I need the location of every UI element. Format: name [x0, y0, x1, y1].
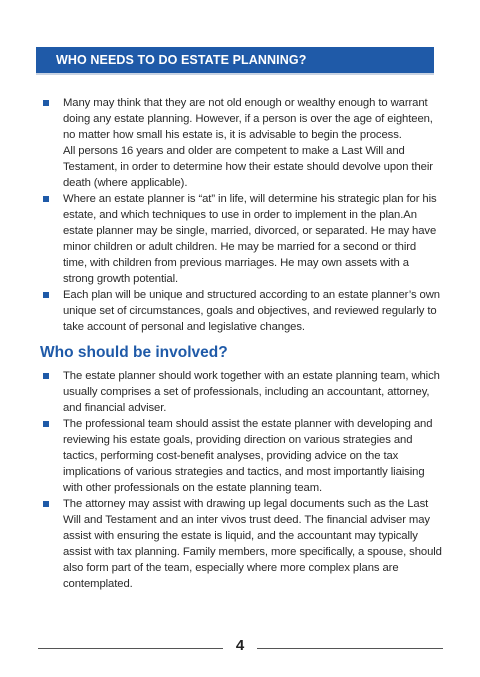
square-bullet-icon: [43, 196, 49, 202]
list-item: [40, 496, 442, 592]
section-heading: Who should be involved?: [40, 344, 228, 361]
square-bullet-icon: [43, 501, 49, 507]
square-bullet-icon: [43, 373, 49, 379]
paragraph: Many may think that they are not old enough or wealthy enough to warrant doing any estate planning. However, if a person is over the age of eighteen, no matter how small his estate is, it is advisable to begin the process.: [63, 97, 433, 141]
list-item: [40, 95, 442, 191]
square-bullet-icon: [43, 421, 49, 427]
bullet-list: [40, 95, 442, 335]
paragraph: The professional team should assist the estate planner with developing and reviewing his estate goals, providing direction on various strategies and tactics, performing cost-benefit analyses, providing advice on the tax implications of various strategies and tactics, and most importantly liaising with other professionals on the estate planning team.: [63, 418, 433, 494]
list-item: [40, 368, 442, 416]
page-number: 4: [235, 637, 245, 654]
bullet-list: [40, 368, 442, 592]
list-item: [40, 287, 442, 335]
paragraph: The estate planner should work together with an estate planning team, which usually comprises a set of professionals, including an accountant, attorney, and financial adviser.: [63, 370, 440, 414]
list-item: [40, 416, 442, 496]
square-bullet-icon: [43, 292, 49, 298]
footer-divider-right: [257, 648, 443, 649]
paragraph: Where an estate planner is “at” in life, will determine his strategic plan for his estate, and which techniques to use in order to implement in the plan.An estate planner may be single, married, divorced, or separated. He may have minor children or adult children. He may be married for a second or third time, with children from previous marriages. He may own assets with a strong growth potential.: [63, 193, 437, 285]
who-involved-section: [40, 368, 442, 592]
section-banner: [36, 47, 434, 75]
paragraph: Each plan will be unique and structured according to an estate planner’s own unique set of circumstances, goals and objectives, and reviewed regularly to take account of personal and legislative changes.: [63, 289, 440, 333]
paragraph: All persons 16 years and older are competent to make a Last Will and Testament, in order to determine how their estate should devolve upon their death (where applicable).: [63, 145, 433, 189]
paragraph: The attorney may assist with drawing up legal documents such as the Last Will and Testament and an inter vivos trust deed. The financial adviser may assist with ensuring the estate is liquid, and the accountant may typically assist with tax planning. Family members, more specifically, a spouse, should also form part of the team, especially where more complex plans are contemplated.: [63, 498, 442, 590]
estate-planning-section: [40, 95, 442, 335]
footer-divider-left: [38, 648, 223, 649]
banner-title: WHO NEEDS TO DO ESTATE PLANNING?: [56, 53, 307, 67]
list-item: [40, 191, 442, 287]
square-bullet-icon: [43, 100, 49, 106]
